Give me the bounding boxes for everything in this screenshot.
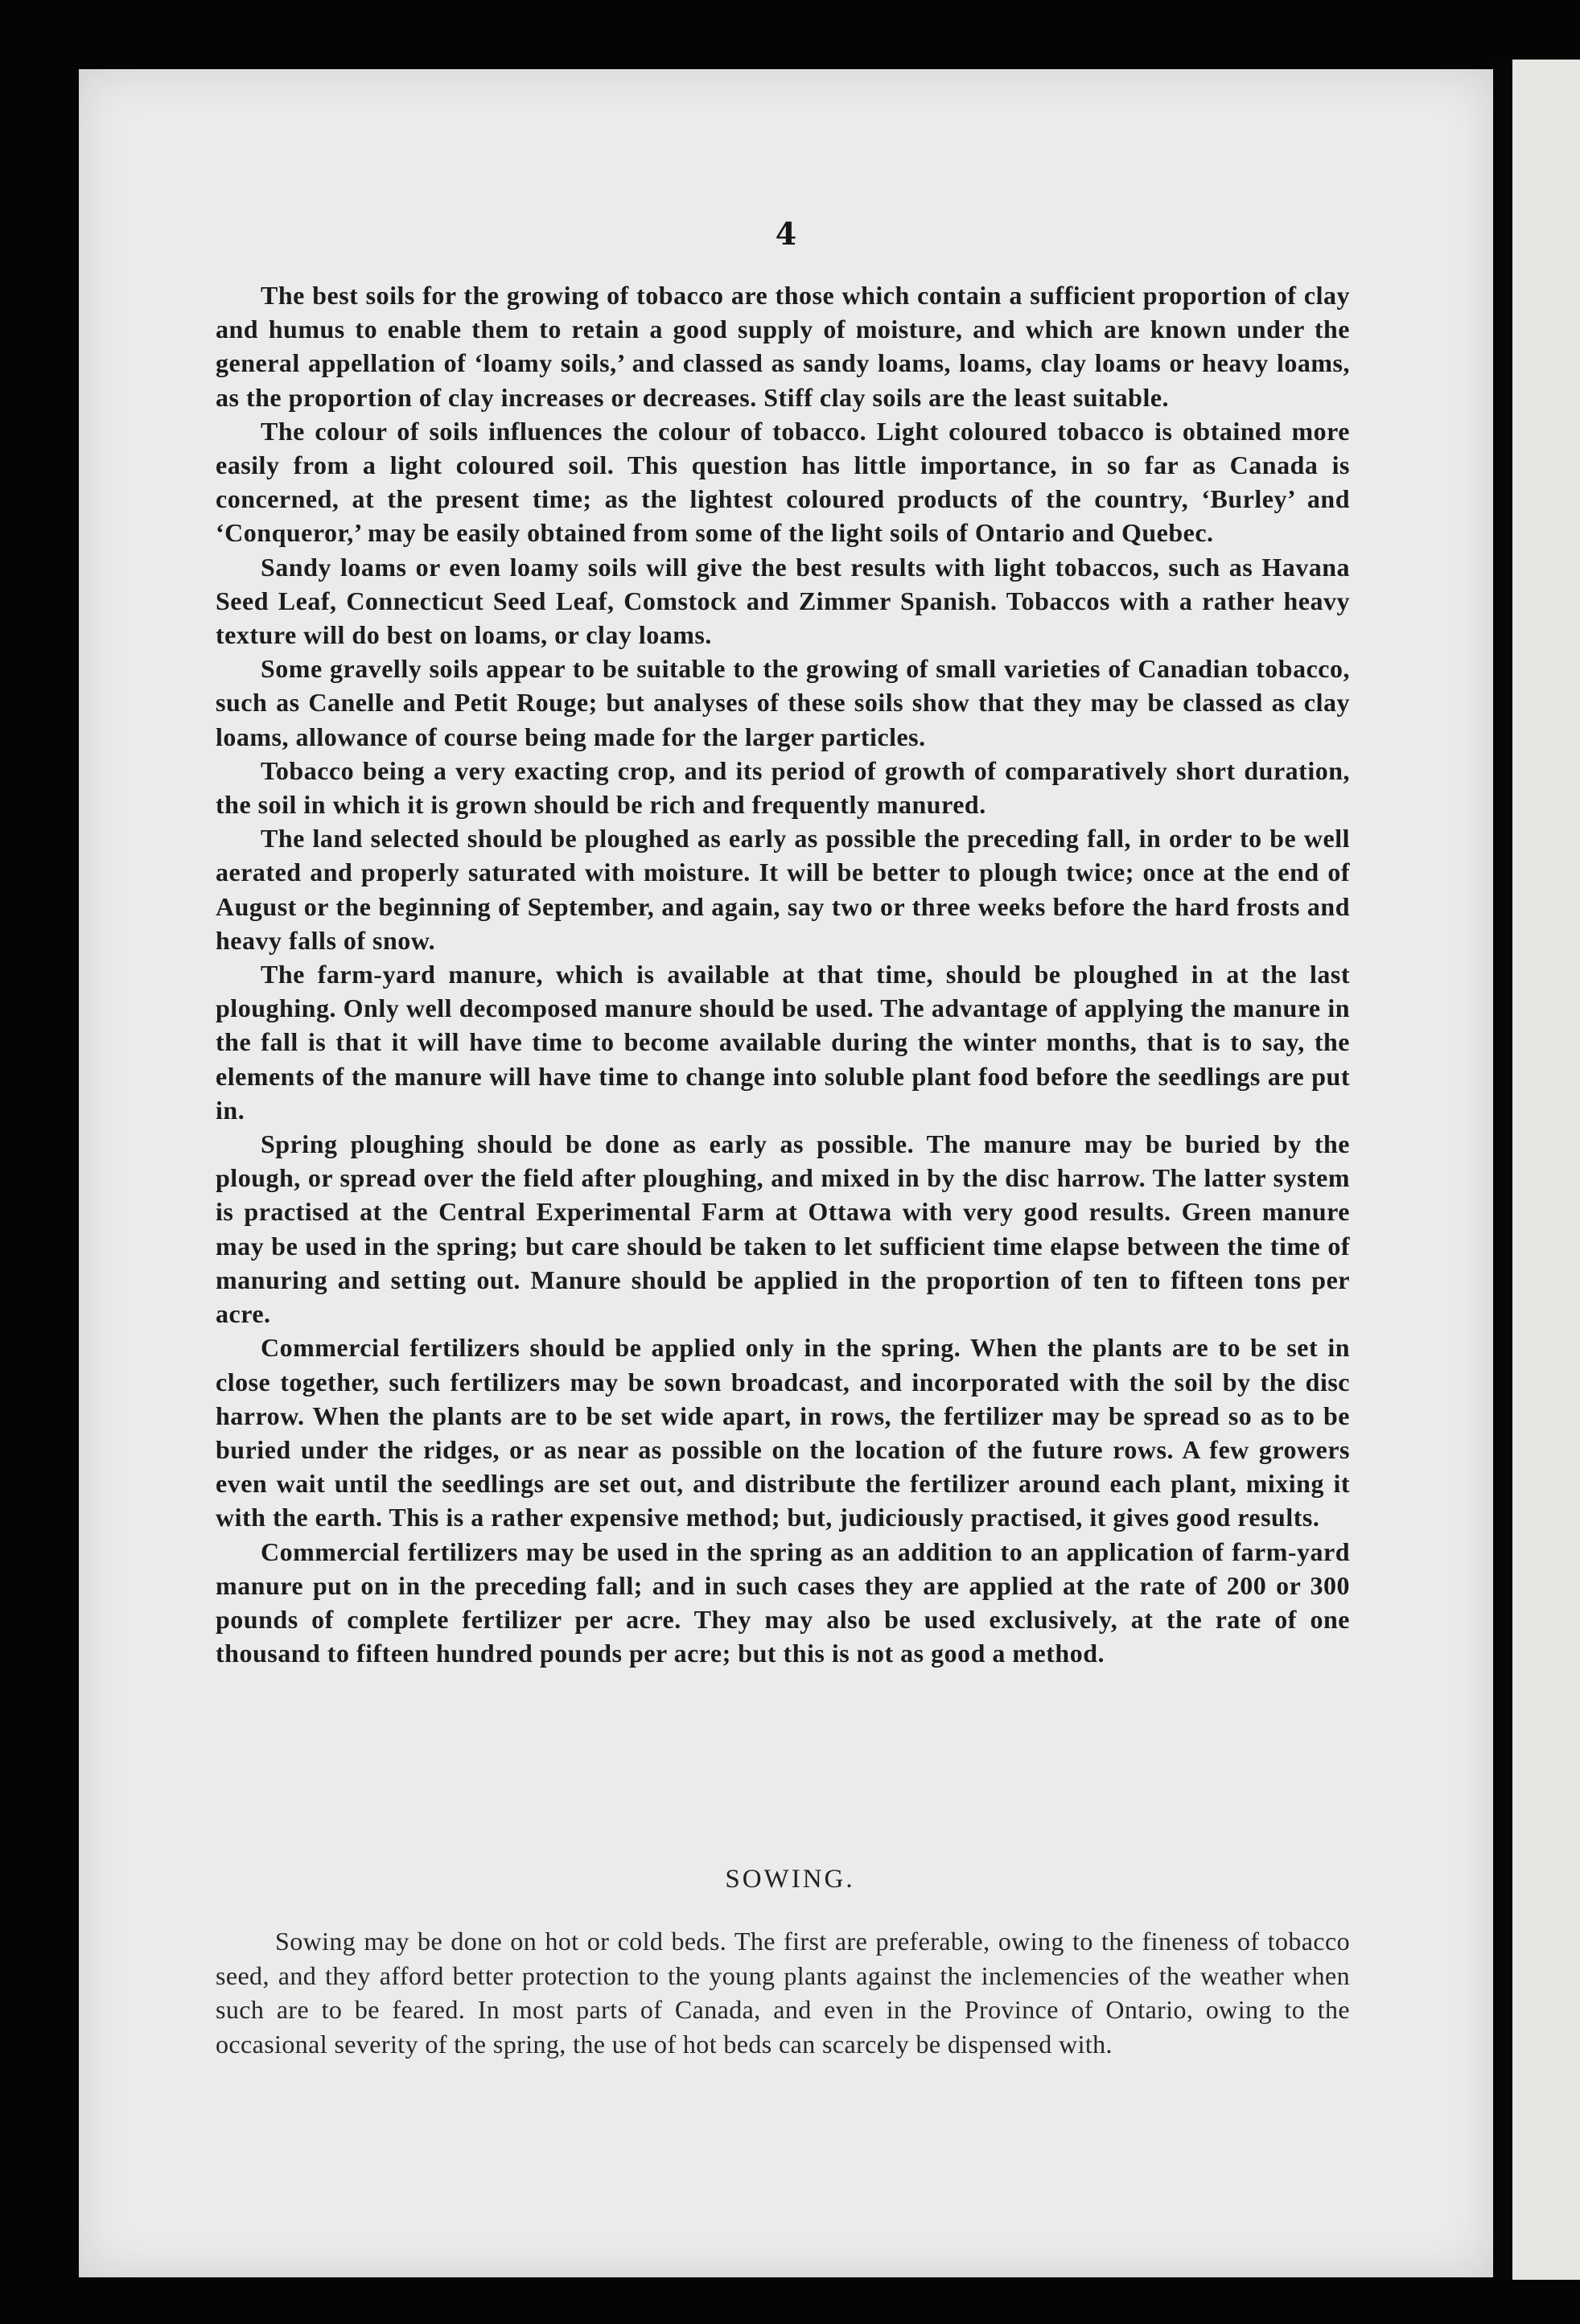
paragraph-fall-ploughing: The land selected should be ploughed as early as possible the preceding fall, in order to be well aerated and properly saturated with moisture. It will be better to plough twice; once at the end of August or the beginning of September, and again, say two or three weeks before the hard frosts and heavy falls of snow. [216, 824, 1350, 955]
paragraph-commercial-fertilizers: Commercial fertilizers should be applied only in the spring. When the plants are to be set in close together, such fertilizers may be sown broadcast, and incorporated with the soil by the disc harrow. When the plants are to be set wide apart, in rows, the fertilizer may be spread so as to be buried under the ridges, or as near as possible on the location of the future rows. A few growers even wait until the seedlings are set out, and distribute the fertilizer around each plant, mixing it with the earth. This is a rather expensive method; but, judiciously practised, it gives good results. [216, 1333, 1350, 1532]
page-gutter [1493, 60, 1512, 2280]
paragraph-sandy-loams: Sandy loams or even loamy soils will give the best results with light tobaccos, such as Havana Seed Leaf, Connecticut Seed Leaf, Comstock and Zimmer Spanish. Tobaccos with a rather heavy texture will do best on loams, or clay loams. [216, 552, 1350, 650]
paragraph-fertilizer-rates: Commercial fertilizers may be used in the spring as an addition to an application of farm-yard manure put on in the preceding fall; and in such cases they are applied at the rate of 200 or 300 pounds of complete fertilizer per acre. They may also be used exclusively, at the rate of one thousand to fifteen hundred pounds per acre; but this is not as good a method. [216, 1536, 1350, 1668]
sowing-section-text [216, 1924, 1350, 2061]
section-heading-sowing: SOWING. [725, 1865, 855, 1894]
paragraph-best-soils: The best soils for the growing of tobacco are those which contain a sufficient proportion of clay and humus to enable them to retain a good supply of moisture, and which are known under the general appellation of ‘loamy soils,’ and classed as sandy loams, loams, clay loams or heavy loams, as the proportion of clay increases or decreases. Stiff clay soils are the least suitable. [216, 281, 1350, 412]
paragraph-sowing: Sowing may be done on hot or cold beds. The first are preferable, owing to the fineness of tobacco seed, and they afford better protection to the young plants against the inclemencies of the weather when such are to be feared. In most parts of Canada, and even in the Province of Ontario, owing to the occasional severity of the spring, the use of hot beds can scarcely be dispensed with. [216, 1927, 1350, 2059]
paragraph-exacting-crop: Tobacco being a very exacting crop, and its period of growth of comparatively short duration, the soil in which it is grown should be rich and frequently manured. [216, 755, 1350, 820]
paragraph-soil-colour: The colour of soils influences the colour of tobacco. Light coloured tobacco is obtained more easily from a light coloured soil. This question has little importance, in so far as Canada is concerned, at the present time; as the lightest coloured products of the country, ‘Burley’ and ‘Conqueror,’ may be easily obtained from some of the light soils of Ontario and Quebec. [216, 416, 1350, 548]
paragraph-spring-ploughing: Spring ploughing should be done as early as possible. The manure may be buried by the plough, or spread over the field after ploughing, and mixed in by the disc harrow. The latter system is practised at the Central Experimental Farm at Ottawa with very good results. Green manure may be used in the spring; but care should be taken to let sufficient time elapse between the time of manuring and setting out. Manure should be applied in the proportion of ten to fifteen tons per acre. [216, 1129, 1350, 1329]
paragraph-gravelly-soils: Some gravelly soils appear to be suitable to the growing of small varieties of Canadian tobacco, such as Canelle and Petit Rouge; but analyses of these soils show that they may be classed as clay loams, allowance of course being made for the larger particles. [216, 654, 1350, 751]
adjacent-page-edge [1512, 60, 1580, 2280]
paragraph-farm-yard-manure: The farm-yard manure, which is available at that time, should be ploughed in at the last ploughing. Only well decomposed manure should be used. The advantage of applying the manure in the fall is that it will have time to become available during the winter months, that is to say, the elements of the manure will have time to change into soluble plant food before the seedlings are put in. [216, 960, 1350, 1125]
body-text [216, 278, 1350, 1670]
page-number: 4 [775, 216, 797, 252]
